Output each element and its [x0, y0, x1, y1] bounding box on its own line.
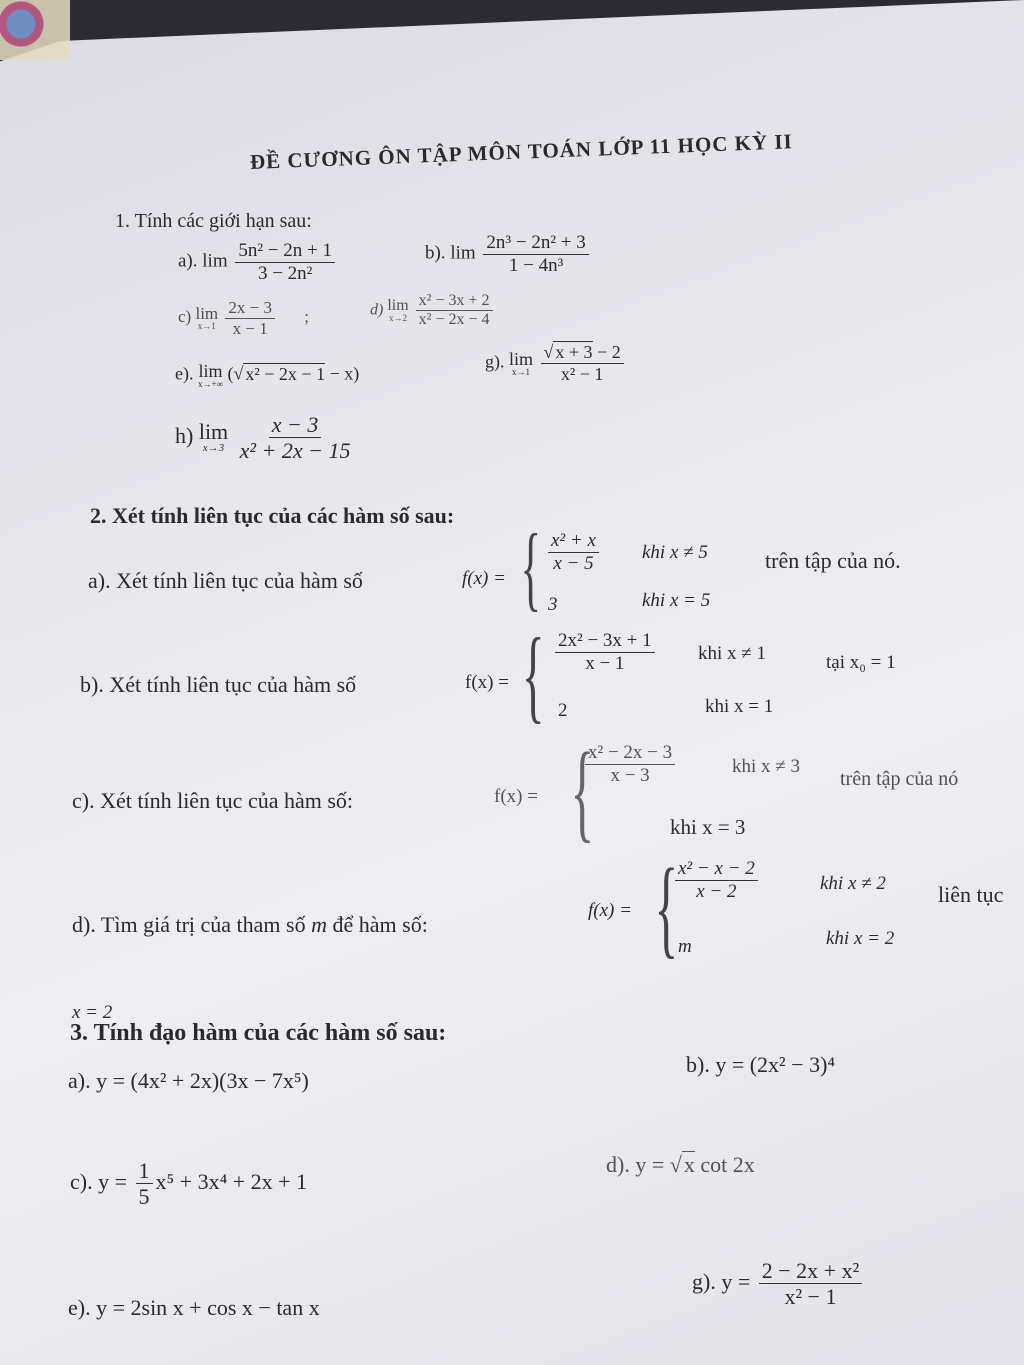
lim-word: lim [198, 419, 229, 445]
label: g). [692, 1268, 716, 1294]
continuity-d-f: f(x) = [588, 900, 632, 921]
case1-condition: khi x ≠ 2 [820, 873, 886, 894]
case2-condition: khi x = 2 [826, 928, 895, 949]
case1-condition: khi x ≠ 1 [698, 643, 766, 664]
denominator: x² − 1 [560, 363, 604, 384]
denominator: x² − 1 [784, 1284, 837, 1310]
derivative-a [68, 1068, 309, 1094]
continuity-c-text: c). Xét tính liên tục của hàm số: [72, 788, 354, 813]
label: d). [606, 1152, 630, 1177]
label: c). [70, 1168, 93, 1194]
sqrt-body: x [683, 1152, 695, 1177]
sqrt-body: x + 3 [555, 342, 593, 362]
continuity-a-f: f(x) = [462, 568, 506, 589]
expr-pre: y = [98, 1168, 128, 1194]
denominator: x² − 2x − 4 [418, 311, 490, 329]
paren-open: ( [227, 363, 234, 384]
label: e). [175, 363, 194, 384]
label: c) [178, 306, 192, 326]
derivative-g [692, 1258, 865, 1310]
numerator: 2x − 3 [225, 298, 275, 319]
limit-g [485, 342, 627, 384]
brace: { [570, 730, 595, 852]
text-post: để hàm số: [327, 912, 428, 937]
denominator: x² + 2x − 15 [239, 438, 351, 464]
continuity-b-text: b). Xét tính liên tục của hàm số [80, 672, 357, 697]
derivative-b [686, 1052, 835, 1078]
fraction [585, 742, 675, 787]
numerator: 2x² − 3x + 1 [555, 630, 655, 653]
lim-word: lim [202, 250, 228, 272]
lim-sub: x→2 [389, 313, 407, 324]
label: a). [68, 1068, 91, 1093]
limit-h [175, 412, 357, 464]
continuity-b-f: f(x) = [465, 672, 509, 693]
continuity-c-f: f(x) = [494, 786, 538, 807]
derivative-c [70, 1158, 307, 1210]
lim-word: lim [198, 361, 223, 381]
section3-heading [70, 1020, 446, 1047]
case1-fraction [552, 630, 658, 675]
case2-condition: khi x = 1 [705, 696, 774, 717]
case1-condition: khi x ≠ 5 [642, 542, 708, 563]
expression: y = (4x² + 2x)(3x − 7x⁵) [96, 1068, 309, 1093]
label: b). [425, 242, 446, 264]
numerator: 5n² − 2n + 1 [235, 240, 335, 263]
separator: ; [304, 306, 309, 326]
lim-sub: x→1 [512, 366, 530, 377]
derivative-d: d). y = √x cot 2x [606, 1152, 755, 1177]
fraction [235, 240, 335, 285]
fraction [416, 292, 493, 330]
fraction [548, 530, 599, 575]
numerator: 2n³ − 2n² + 3 [483, 232, 588, 255]
fraction [483, 232, 588, 277]
case1-fraction [545, 530, 602, 575]
lim-sub: x→1 [197, 321, 216, 332]
label: e). [68, 1295, 91, 1320]
fraction [555, 630, 655, 675]
continuity-c-tail: trên tập của nó [840, 768, 959, 790]
sticker-decoration [0, 0, 70, 60]
section2-heading: 2. Xét tính liên tục của các hàm số sau: [90, 503, 455, 528]
denominator: x − 1 [585, 652, 625, 674]
fraction [237, 412, 354, 464]
brace: { [520, 514, 542, 620]
continuity-d-point: x = 2 [72, 1002, 113, 1023]
continuity-b-tail: tại x₀ = 1 [826, 652, 896, 673]
numerator: x² − x − 2 [675, 858, 758, 881]
numerator: 1 [136, 1158, 153, 1184]
lim-word: lim [450, 242, 476, 264]
fraction [675, 858, 758, 903]
fraction [759, 1258, 862, 1310]
case2-value: 3 [548, 594, 558, 615]
case2-value: 2 [558, 700, 568, 721]
limit-d [370, 292, 496, 330]
numerator: 2 − 2x + x² [759, 1258, 862, 1284]
fraction [541, 342, 624, 384]
denominator: x − 3 [610, 764, 650, 786]
section3-heading-text: 3. Tính đạo hàm của các hàm số sau: [70, 1020, 447, 1046]
param-m: m [311, 912, 327, 937]
case1-fraction [582, 742, 678, 787]
brace: { [521, 616, 545, 733]
continuity-d-text [72, 912, 428, 938]
expression: y = (2x² − 3)⁴ [715, 1052, 836, 1077]
lim-block [199, 421, 228, 454]
case2-condition: khi x = 3 [670, 815, 746, 839]
limit-b [425, 232, 592, 277]
numerator: x² + x [548, 530, 599, 553]
label: d) [370, 301, 384, 319]
lim-block [509, 350, 533, 377]
lim-sub: x→+∞ [197, 379, 223, 389]
derivative-e [68, 1295, 320, 1321]
lim-word: lim [387, 297, 409, 315]
section1-heading: 1. Tính các giới hạn sau: [115, 210, 312, 232]
lim-block [198, 362, 223, 389]
label: b). [686, 1052, 710, 1077]
continuity-a-text: a). Xét tính liên tục của hàm số [88, 568, 363, 593]
expression: y = 2sin x + cos x − tan x [96, 1295, 320, 1320]
limit-a [178, 240, 338, 285]
denominator: 5 [138, 1184, 150, 1210]
limit-c [178, 298, 309, 338]
document-title: ĐỀ CƯƠNG ÔN TẬP MÔN TOÁN LỚP 11 HỌC KỲ II [249, 129, 794, 174]
numerator-rest: − 2 [597, 342, 621, 362]
expr-post: x⁵ + 3x⁴ + 2x + 1 [155, 1168, 308, 1194]
denominator: 1 − 4n³ [508, 254, 564, 276]
expr-pre: y = [721, 1268, 751, 1294]
lim-word: lim [509, 348, 534, 369]
lim-block [195, 305, 218, 331]
expr-pre: y = [635, 1152, 670, 1177]
label: g). [485, 351, 505, 372]
fraction [136, 1158, 153, 1210]
lim-sub: x→3 [202, 442, 225, 455]
text-pre: d). Tìm giá trị của tham số [72, 912, 312, 937]
label: h) [175, 422, 194, 448]
numerator: √ x + 3 − 2 [541, 342, 624, 364]
label: a). [178, 250, 198, 272]
case1-condition: khi x ≠ 3 [732, 756, 800, 777]
fraction [225, 298, 275, 338]
numerator: x − 3 [269, 412, 322, 438]
sqrt-body: x² − 2x − 1 [245, 363, 326, 384]
continuity-d-tail: liên tục [938, 882, 1004, 907]
lim-block [387, 298, 408, 323]
numerator: x² − 3x + 2 [416, 292, 493, 311]
denominator: x − 5 [553, 552, 594, 574]
case2-value: m [678, 936, 692, 957]
expr-post: cot 2x [694, 1152, 755, 1177]
lim-word: lim [195, 304, 219, 324]
case1-fraction [672, 858, 761, 903]
expr-close: − x) [329, 363, 360, 384]
case2-condition: khi x = 5 [642, 590, 711, 611]
numerator: x² − 2x − 3 [585, 742, 675, 765]
denominator: x − 2 [696, 880, 737, 902]
brace: { [654, 846, 679, 968]
denominator: x − 1 [232, 318, 268, 338]
continuity-a-tail: trên tập của nó. [765, 548, 901, 573]
denominator: 3 − 2n² [257, 262, 313, 284]
limit-e: e). lim x→+∞ (√ x² − 2x − 1 − x) [175, 361, 360, 389]
